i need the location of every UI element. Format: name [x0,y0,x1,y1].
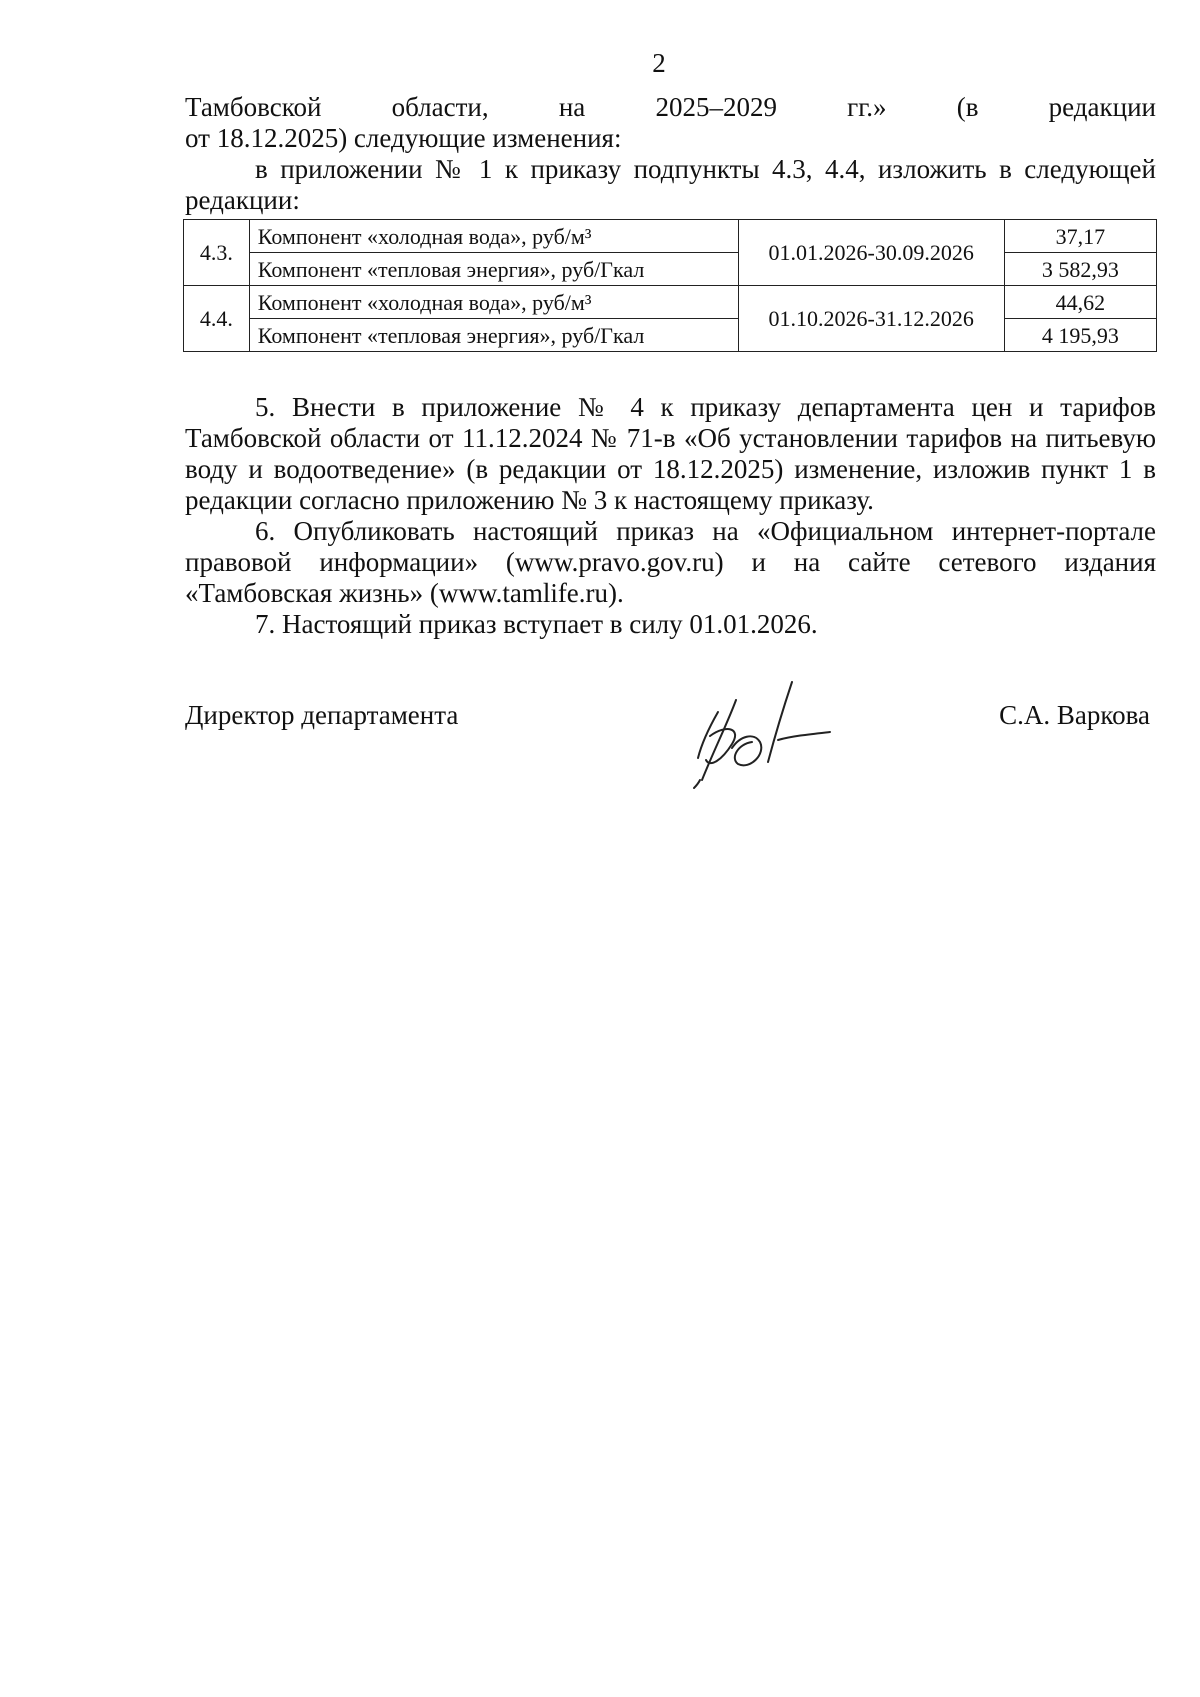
paragraph-7: 7. Настоящий приказ вступает в силу 01.01.2026. [255,609,818,639]
handwritten-signature [680,676,850,791]
component-name: Компонент «холодная вода», руб/м³ [249,286,738,319]
intro-line-1: Тамбовской области, на 2025–2029 гг.» (в редакции [185,92,1156,122]
component-name: Компонент «холодная вода», руб/м³ [249,220,738,253]
intro-block [185,92,1156,216]
signatory-name: С.А. Варкова [999,700,1150,730]
tariff-table [183,219,1157,352]
period: 01.01.2026-30.09.2026 [738,220,1004,286]
tariff-value: 3 582,93 [1004,253,1156,286]
tariff-value: 44,62 [1004,286,1156,319]
period: 01.10.2026-31.12.2026 [738,286,1004,352]
item-number: 4.4. [184,286,250,352]
page-number: 2 [652,48,666,78]
body-paragraphs [185,392,1156,640]
tariff-value: 4 195,93 [1004,319,1156,352]
component-name: Компонент «тепловая энергия», руб/Гкал [249,253,738,286]
intro-line-2: от 18.12.2025) следующие изменения: [185,123,622,153]
table-row [184,319,1157,352]
signatory-title: Директор департамента [185,700,459,730]
paragraph-6: 6. Опубликовать настоящий приказ на «Официальном интернет-портале правовой информации» (www.pravo.gov.ru) и на сайте сетевого издания «Тамбовская жизнь» (www.tamlife.ru). [185,516,1156,608]
table-row [184,286,1157,319]
table-row [184,253,1157,286]
item-number: 4.3. [184,220,250,286]
tariff-value: 37,17 [1004,220,1156,253]
intro-paragraph: в приложении № 1 к приказу подпункты 4.3, 4.4, изложить в следующей редакции: [185,154,1156,215]
table-row [184,220,1157,253]
component-name: Компонент «тепловая энергия», руб/Гкал [249,319,738,352]
paragraph-5: 5. Внести в приложение № 4 к приказу департамента цен и тарифов Тамбовской области от 11.12.2024 № 71-в «Об установлении тарифов на питьевую воду и водоотведение» (в редакции от 18.12.2025) изменение, изложив пункт 1 в редакции согласно приложению № 3 к настоящему приказу. [185,392,1156,515]
